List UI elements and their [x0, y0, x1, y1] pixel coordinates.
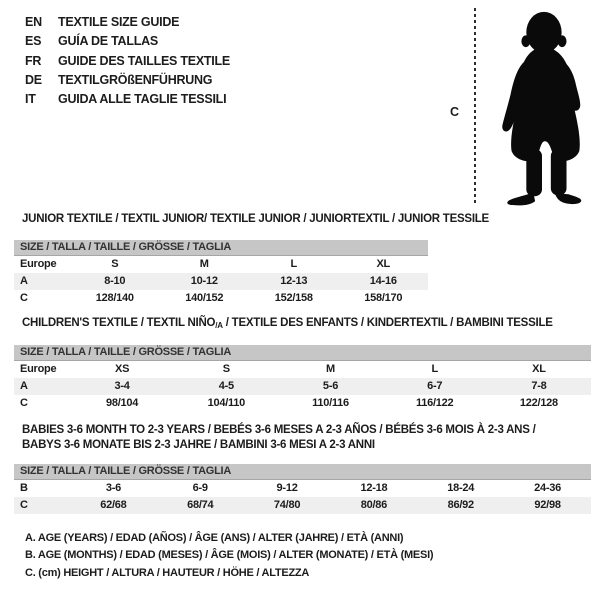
lang-code: FR	[25, 53, 42, 68]
footnote-a: A. AGE (YEARS) / EDAD (AÑOS) / ÂGE (ANS) / ALTER (JAHRE) / ETÀ (ANNI)	[25, 532, 404, 544]
cell: 158/170	[364, 292, 403, 304]
cell: M	[199, 258, 209, 270]
cell: 3-4	[114, 380, 130, 392]
section-title-children	[22, 317, 553, 330]
row-label: A	[20, 275, 28, 287]
table-row-age	[14, 378, 591, 395]
lang-code: ES	[25, 34, 42, 49]
cell: 9-12	[276, 482, 298, 494]
cell: 12-13	[280, 275, 308, 287]
row-label: Europe	[20, 258, 57, 270]
table-row-height	[14, 497, 591, 514]
baby-silhouette-icon	[496, 4, 588, 211]
lang-item-es	[25, 32, 230, 51]
size-header-bar: SIZE / TALLA / TAILLE / GRÖSSE / TAGLIA	[14, 345, 591, 361]
footnote-b: B. AGE (MONTHS) / EDAD (MESES) / ÂGE (MOIS) / ALTER (MONATE) / ETÀ (MESI)	[25, 549, 434, 562]
title-subscript: /A	[215, 321, 223, 330]
title-line-1: BABIES 3-6 MONTH TO 2-3 YEARS / BEBÉS 3-6 MESES A 2-3 AÑOS / BÉBÉS 3-6 MOIS À 2-3 ANS /	[22, 424, 536, 436]
cell: 6-7	[427, 380, 443, 392]
cell: 128/140	[95, 292, 134, 304]
cell: 24-36	[534, 482, 561, 494]
lang-item-it	[25, 90, 230, 109]
title-line-2: BABYS 3-6 MONATE BIS 2-3 JAHRE / BAMBINI 3-6 MESI A 2-3 ANNI	[22, 439, 375, 451]
cell: 8-10	[104, 275, 126, 287]
table-row-height	[14, 395, 591, 412]
cell: 98/104	[106, 397, 139, 409]
cell: M	[326, 363, 335, 375]
size-table-junior	[14, 240, 428, 307]
cell: L	[431, 363, 438, 375]
row-label: C	[20, 499, 28, 511]
cell: 18-24	[447, 482, 475, 494]
cell: XS	[115, 363, 130, 375]
size-header-bar: SIZE / TALLA / TAILLE / GRÖSSE / TAGLIA	[14, 240, 428, 256]
language-list	[25, 13, 230, 109]
cell: S	[222, 363, 230, 375]
cell: 140/152	[185, 292, 224, 304]
size-table-children	[14, 345, 591, 412]
section-title-babies	[22, 423, 587, 453]
cell: 122/128	[519, 397, 558, 409]
table-row-europe	[14, 256, 428, 273]
cell: 74/80	[273, 499, 301, 511]
section-title-junior: JUNIOR TEXTILE / TEXTIL JUNIOR/ TEXTILE JUNIOR / JUNIORTEXTIL / JUNIOR TESSILE	[22, 213, 489, 225]
lang-item-en	[25, 13, 230, 32]
table-row-age	[14, 273, 428, 290]
cell: 68/74	[187, 499, 214, 511]
cell: 110/116	[312, 397, 349, 409]
lang-item-fr	[25, 52, 230, 71]
cell: 6-9	[192, 482, 208, 494]
cell: 116/122	[416, 397, 454, 409]
title-text: / TEXTILE DES ENFANTS / KINDERTEXTIL / BAMBINI TESSILE	[222, 317, 553, 329]
lang-label: GUIDE DES TAILLES TEXTILE	[58, 53, 231, 68]
size-table-babies	[14, 464, 591, 514]
cell: 3-6	[105, 482, 121, 494]
cell: L	[290, 258, 297, 270]
lang-code: EN	[25, 15, 42, 29]
table-row-height	[14, 290, 428, 307]
lang-label: TEXTILE SIZE GUIDE	[58, 15, 180, 29]
cell: XL	[532, 363, 546, 375]
title-text: CHILDREN'S TEXTILE / TEXTIL NIÑO	[22, 317, 216, 329]
cell: 12-18	[360, 482, 388, 494]
footnote-c: C. (cm) HEIGHT / ALTURA / HAUTEUR / HÖHE / ALTEZZA	[25, 566, 310, 579]
row-label: C	[20, 397, 28, 409]
row-label: C	[20, 292, 28, 304]
lang-label: GUIDA ALLE TAGLIE TESSILI	[58, 92, 227, 107]
height-measure-label: C	[450, 105, 459, 119]
lang-code: DE	[25, 72, 42, 87]
lang-item-de	[25, 71, 230, 90]
cell: 86/92	[447, 499, 474, 511]
cell: 104/110	[207, 397, 245, 409]
row-label: B	[20, 482, 28, 494]
lang-label: GUÍA DE TALLAS	[58, 34, 158, 49]
lang-code: IT	[25, 92, 36, 107]
cell: S	[111, 258, 119, 270]
cell: 80/86	[360, 499, 388, 511]
footnotes	[25, 530, 433, 582]
cell: 5-6	[322, 380, 339, 392]
row-label: A	[20, 380, 28, 392]
cell: 14-16	[369, 275, 397, 287]
lang-label: TEXTILGRÖßENFÜHRUNG	[58, 72, 213, 87]
cell: 152/158	[274, 292, 313, 304]
table-row-europe	[14, 361, 591, 378]
cell: 62/68	[100, 499, 127, 511]
row-label: Europe	[20, 363, 57, 375]
size-header-bar: SIZE / TALLA / TAILLE / GRÖSSE / TAGLIA	[14, 464, 591, 480]
cell: 10-12	[190, 275, 218, 287]
cell: 4-5	[218, 380, 234, 392]
cell: XL	[376, 258, 391, 270]
cell: 92/98	[534, 499, 561, 511]
cell: 7-8	[531, 380, 547, 392]
height-dashed-line	[474, 8, 476, 206]
table-row-months	[14, 480, 591, 497]
